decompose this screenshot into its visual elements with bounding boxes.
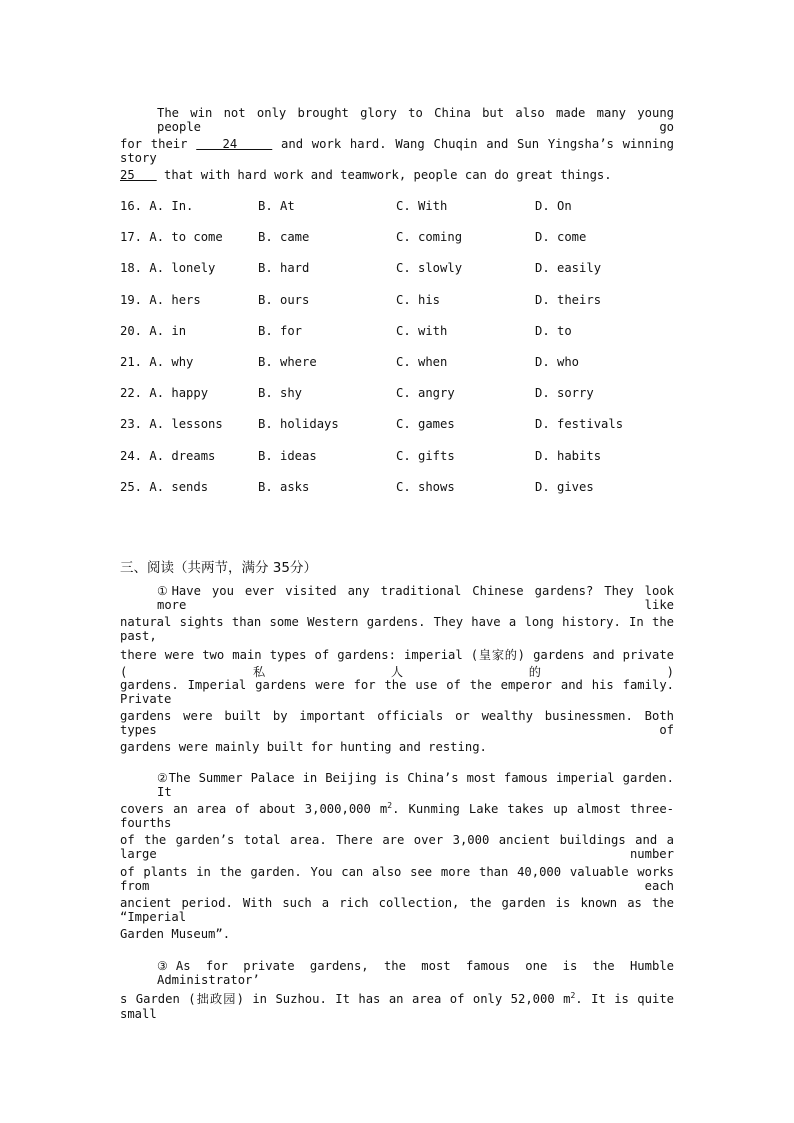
option-b: B. holidays (258, 417, 339, 432)
option-text: A. in (149, 323, 187, 338)
option-c: C. slowly (396, 261, 463, 276)
option-text: A. lessons (149, 417, 223, 432)
question-18-option-a (120, 261, 215, 275)
question-number: 23. (120, 417, 143, 432)
superscript: 2 (570, 990, 576, 1000)
option-text: A. In. (149, 199, 194, 213)
question-17-option-a (120, 230, 223, 244)
p2-line-6: Garden Museum”. (120, 927, 231, 941)
p1-line-6: gardens were mainly built for hunting and resting. (120, 740, 487, 754)
question-number: 20. (120, 323, 143, 338)
option-b: B. asks (258, 479, 310, 494)
cloze-line-3: 25 that with hard work and teamwork, people can do great things. (120, 168, 612, 182)
option-c: C. coming (396, 230, 463, 245)
p3-line-2: s Garden (拙政园) in Suzhou. It has an area of only 52,000 $m^2$. It is quite small (120, 990, 674, 1021)
p2-line-4: of plants in the garden. You can also see more than 40,000 valuable works from each (120, 865, 674, 893)
option-b: B. for (258, 323, 303, 338)
cloze-line-1: The win not only brought glory to China but also made many young people go (157, 106, 674, 134)
option-c: C. angry (396, 386, 455, 401)
p1-line-1: ①Have you ever visited any traditional Chinese gardens? They look more like (157, 584, 674, 612)
p2-line-1: ②The Summer Palace in Beijing is China’s most famous imperial garden. It (157, 771, 674, 799)
question-25-option-a (120, 480, 208, 494)
option-d: D. who (535, 355, 580, 369)
option-d: D. festivals (535, 417, 624, 432)
p2-line-2: covers an area of about 3,000,000 $m^2$. Kunming Lake takes up almost three-fourths (120, 800, 674, 830)
option-c: C. With (396, 199, 448, 213)
p2-line-5: ancient period. With such a rich collection, the garden is known as the “Imperial (120, 896, 674, 924)
p1-line-5: gardens were built by important officials or wealthy businessmen. Both types of (120, 709, 674, 737)
option-text: A. lonely (149, 261, 216, 276)
option-b: B. hard (258, 261, 310, 276)
question-number: 21. (120, 355, 143, 369)
question-number: 18. (120, 261, 143, 276)
option-text: A. sends (149, 479, 209, 494)
question-23-option-a (120, 417, 223, 431)
option-d: D. theirs (535, 292, 602, 307)
question-21-option-a (120, 355, 193, 369)
option-text: A. to come (149, 230, 223, 245)
question-number: 22. (120, 386, 143, 401)
option-c: C. gifts (396, 448, 455, 463)
cloze-line-2: for their 24 and work hard. Wang Chuqin and Sun Yingsha’s winning story (120, 137, 674, 165)
option-d: D. come (535, 230, 587, 245)
option-b: B. came (258, 230, 310, 245)
option-d: D. gives (535, 479, 594, 494)
p1-line-4: gardens. Imperial gardens were for the use of the emperor and his family. Private (120, 678, 674, 706)
option-b: B. where (258, 355, 317, 369)
p1-line-3: there were two main types of gardens: imperial (皇家的) gardens and private (私人的) (120, 648, 674, 679)
option-b: B. shy (258, 386, 303, 401)
option-c: C. shows (396, 479, 455, 494)
p2-line-3: of the garden’s total area. There are over 3,000 ancient buildings and a large number (120, 833, 674, 861)
option-b: B. ideas (258, 448, 317, 463)
question-number: 25. (120, 479, 143, 494)
option-c: C. games (396, 417, 455, 432)
option-d: D. On (535, 199, 572, 213)
question-16-option-a (120, 199, 193, 213)
p1-line-2: natural sights than some Western gardens. They have a long history. In the past, (120, 615, 674, 643)
option-b: B. ours (258, 292, 310, 307)
question-number: 19. (120, 292, 143, 307)
section-heading: 三、阅读（共两节，满分 35分） (120, 560, 317, 576)
blank-24: 24 (196, 137, 273, 151)
option-c: C. with (396, 323, 448, 338)
question-22-option-a (120, 386, 208, 400)
option-text: A. happy (149, 386, 209, 401)
option-c: C. when (396, 355, 448, 369)
p3-line-1: ③As for private gardens, the most famous one is the Humble Administrator’ (157, 959, 674, 987)
question-20-option-a (120, 324, 186, 338)
option-d: D. sorry (535, 386, 594, 401)
option-text: A. why (149, 355, 194, 369)
option-b: B. At (258, 199, 295, 213)
blank-25: 25 (120, 168, 157, 182)
option-text: A. dreams (149, 448, 216, 463)
superscript: 2 (387, 800, 393, 810)
option-d: D. to (535, 323, 572, 338)
question-19-option-a (120, 293, 201, 307)
question-number: 24. (120, 448, 143, 463)
option-text: A. hers (149, 292, 201, 307)
option-d: D. habits (535, 448, 602, 463)
option-c: C. his (396, 292, 441, 307)
option-d: D. easily (535, 261, 602, 276)
question-number: 16. (120, 199, 143, 213)
question-number: 17. (120, 230, 143, 245)
question-24-option-a (120, 449, 215, 463)
